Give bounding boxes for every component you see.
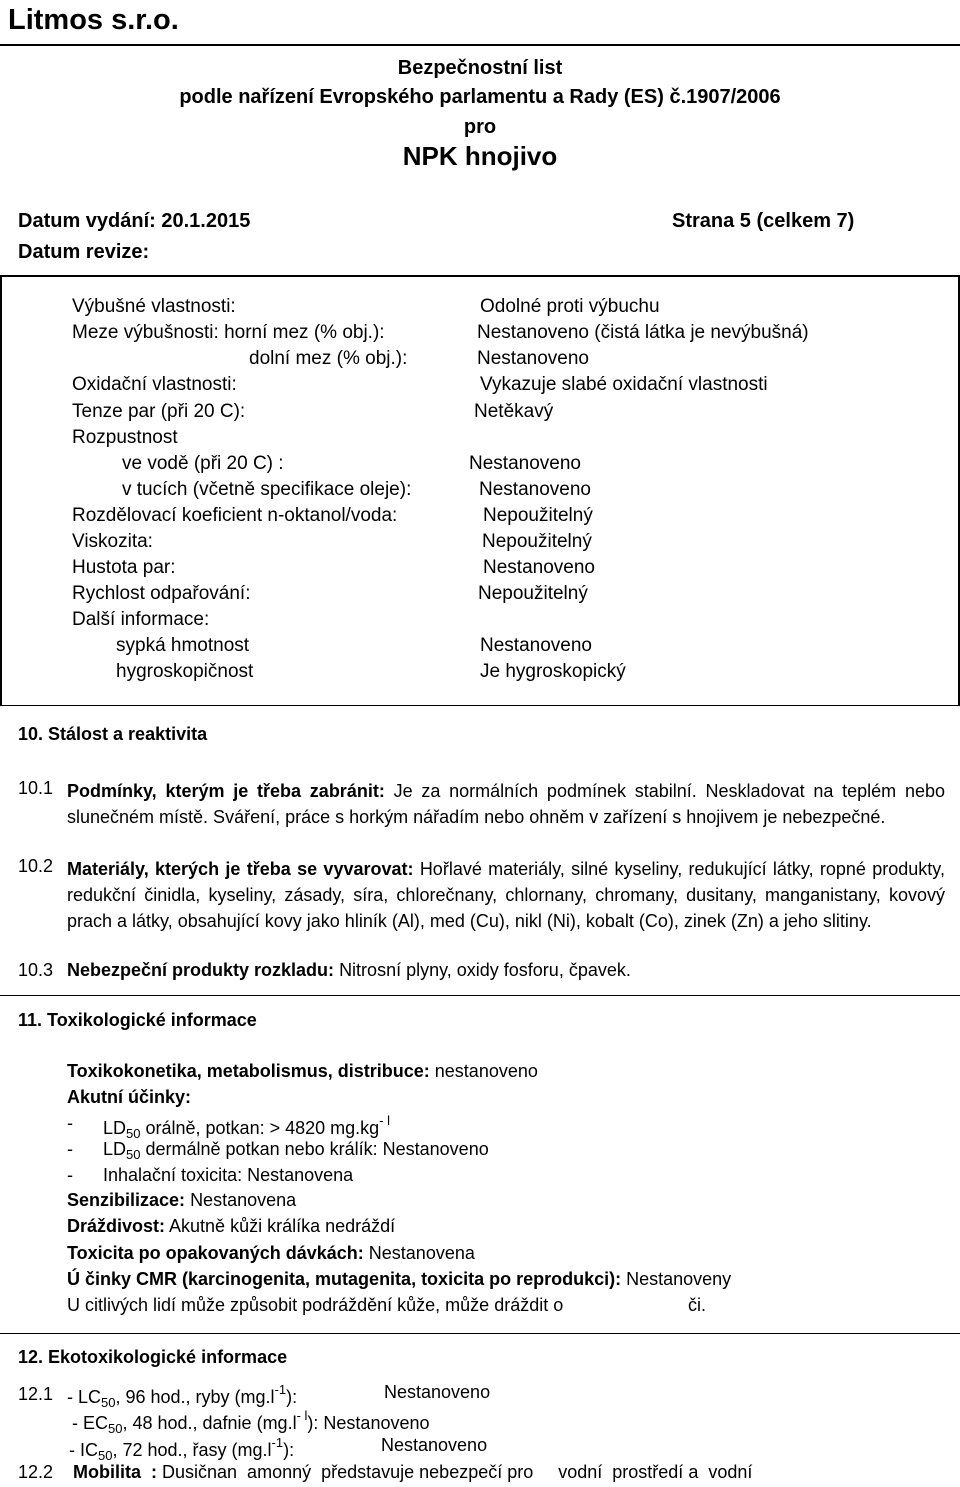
- item-number: 12.1: [18, 1384, 54, 1404]
- prop-value: Nepoužitelný: [483, 505, 593, 526]
- prop-label: Tenze par (při 20 C):: [72, 401, 246, 422]
- document-title: Bezpečnostní list: [397, 57, 563, 79]
- section-10-heading: 10. Stálost a reaktivita: [18, 724, 208, 744]
- product-name: NPK hnojivo: [402, 141, 558, 171]
- ld-subscript: 50: [126, 1126, 141, 1141]
- field-label: Toxikokonetika, metabolismus, distribuce:: [67, 1061, 430, 1081]
- prop-value: Odolné proti výbuchu: [480, 296, 660, 317]
- item-number: 10.2: [18, 856, 54, 876]
- prop-label: dolní mez (% obj.):: [249, 348, 408, 369]
- ec-end: ): Nestanoveno: [307, 1413, 430, 1433]
- prop-value: Nepoužitelný: [478, 583, 588, 604]
- prop-value: Nepoužitelný: [482, 531, 592, 552]
- field-value: Akutně kůži králíka nedráždí: [169, 1216, 396, 1236]
- lc-end: ):: [286, 1387, 298, 1407]
- prop-label: Hustota par:: [72, 557, 176, 578]
- prop-value: Vykazuje slabé oxidační vlastnosti: [480, 374, 768, 395]
- prop-label: v tucích (včetně specifikace oleje):: [122, 479, 412, 500]
- item-label: Materiály, kterých je třeba se vyvarovat:: [67, 859, 414, 879]
- item-label: Podmínky, kterým je třeba zabránit:: [67, 781, 385, 801]
- header-divider-top: [0, 44, 960, 46]
- lc50-fish: [67, 1382, 297, 1410]
- box-left-border: [0, 275, 2, 706]
- field-label: Mobilita :: [73, 1462, 157, 1482]
- field-label: Senzibilizace:: [67, 1190, 186, 1210]
- ec-prefix: - EC: [72, 1413, 108, 1433]
- lc-text: , 96 hod., ryby (mg.l: [115, 1387, 275, 1407]
- field-label: Toxicita po opakovaných dávkách:: [67, 1243, 364, 1263]
- lc-prefix: - LC: [67, 1387, 102, 1407]
- item-text: Je za normálních podmínek stabilní. Neskladovat na teplém nebo slunečném místě. Sváření, práce s horkým nářadím nebo ohněm v zařízení s hnojivem je nebezpečné.: [67, 781, 945, 827]
- ec50-daphnia: [72, 1408, 430, 1436]
- field-label: Ú činky CMR (karcinogenita, mutagenita, toxicita po reprodukci):: [67, 1269, 622, 1289]
- dash: -: [67, 1165, 73, 1185]
- section-11-heading: 11. Toxikologické informace: [18, 1010, 257, 1030]
- prop-value: Je hygroskopický: [480, 661, 626, 682]
- ld-superscript: - l: [379, 1113, 391, 1128]
- inhalation-toxicity: Inhalační toxicita: Nestanovena: [103, 1165, 354, 1185]
- issue-date: Datum vydání: 20.1.2015: [18, 210, 251, 232]
- prop-label: sypká hmotnost: [116, 635, 250, 656]
- dash: -: [67, 1113, 73, 1133]
- field-value: Dusičnan amonný představuje nebezpečí pro vodní prostředí a vodní: [162, 1462, 753, 1482]
- ic-end: ):: [283, 1440, 295, 1460]
- prop-value: Nestanoveno: [479, 479, 591, 500]
- prop-value: Nestanoveno: [483, 557, 595, 578]
- prop-label: Další informace:: [72, 609, 210, 630]
- item-text: Hořlavé materiály, silné kyseliny, redukující látky, ropné produkty, redukční činidla, kyseliny, zásady, síra, chlorečnany, chlornany, chromany, dusitany, manganistany, kovový prach a látky, obsahující kovy jako hliník (Al), med (Cu), nikl (Ni), kobalt (Co), zinek (Zn) a jeho slitiny.: [67, 859, 945, 931]
- akutni-ucinky-label: Akutní účinky:: [67, 1087, 192, 1107]
- ld-text: orálně, potkan: > 4820 mg.kg: [145, 1118, 380, 1138]
- section-10-1: [67, 778, 945, 830]
- item-number: 12.2: [18, 1462, 54, 1482]
- cmr-effects: [67, 1269, 731, 1290]
- ld-subscript: 50: [126, 1147, 141, 1162]
- ec-text: , 48 hod., dafnie (mg.l: [122, 1413, 297, 1433]
- company-name: Litmos s.r.o.: [8, 4, 179, 36]
- lc-subscript: 50: [101, 1395, 116, 1410]
- sensitive-persons-end: či.: [688, 1295, 706, 1315]
- opakovane-davky: [67, 1243, 475, 1264]
- ld50-oral: [103, 1113, 390, 1141]
- drazdivost: [67, 1216, 395, 1237]
- prop-label: hygroskopičnost: [116, 661, 254, 682]
- revision-date: Datum revize:: [18, 241, 150, 263]
- field-value: Nestanovena: [190, 1190, 297, 1210]
- title-pro: pro: [463, 116, 497, 138]
- prop-label: Rozdělovací koeficient n-oktanol/voda:: [72, 505, 398, 526]
- prop-value: Nestanoveno: [477, 348, 589, 369]
- ic-superscript: -1: [271, 1435, 284, 1450]
- page-number: Strana 5 (celkem 7): [672, 210, 855, 232]
- prop-value: Nestanoveno (čistá látka je nevýbušná): [477, 322, 809, 343]
- section-10-3: [67, 960, 631, 981]
- section-divider: [0, 995, 960, 996]
- prop-label: Výbušné vlastnosti:: [72, 296, 236, 317]
- header-divider-bottom: [0, 275, 960, 277]
- ic50-algae: [69, 1435, 294, 1463]
- ec-superscript: - l: [296, 1408, 308, 1423]
- box-bottom-border: [0, 705, 960, 706]
- prop-label: ve vodě (při 20 C) :: [122, 453, 284, 474]
- ec-subscript: 50: [108, 1421, 123, 1436]
- senzibilizace: [67, 1190, 296, 1211]
- field-value: nestanoveno: [434, 1061, 538, 1081]
- item-label: Nebezpeční produkty rozkladu:: [67, 960, 335, 980]
- prop-label: Rozpustnost: [72, 427, 178, 448]
- prop-label: Oxidační vlastnosti:: [72, 374, 237, 395]
- dash: -: [67, 1139, 73, 1159]
- lc50-value: Nestanoveno: [384, 1382, 491, 1402]
- ic-prefix: - IC: [69, 1440, 98, 1460]
- prop-value: Netěkavý: [474, 401, 554, 422]
- field-label: Dráždivost:: [67, 1216, 166, 1236]
- field-value: Nestanoveny: [626, 1269, 732, 1289]
- sensitive-persons: U citlivých lidí může způsobit podráždění kůže, může dráždit o: [67, 1295, 564, 1315]
- item-text: Nitrosní plyny, oxidy fosforu, čpavek.: [339, 960, 631, 980]
- prop-value: Nestanoveno: [469, 453, 581, 474]
- toxikokinetika: [67, 1061, 538, 1082]
- prop-value: Nestanoveno: [480, 635, 592, 656]
- ic-subscript: 50: [98, 1448, 113, 1463]
- regulation-reference: podle nařízení Evropského parlamentu a Rady (ES) č.1907/2006: [179, 86, 781, 108]
- prop-label: Viskozita:: [72, 531, 153, 552]
- ld-prefix: LD: [103, 1118, 127, 1138]
- ic-text: , 72 hod., řasy (mg.l: [112, 1440, 272, 1460]
- field-value: Nestanovena: [368, 1243, 475, 1263]
- section-12-heading: 12. Ekotoxikologické informace: [18, 1347, 288, 1367]
- prop-label: Rychlost odpařování:: [72, 583, 251, 604]
- lc-superscript: -1: [274, 1382, 287, 1397]
- mobility: [73, 1462, 752, 1483]
- ld50-dermal: [103, 1139, 489, 1162]
- section-10-2: [67, 856, 945, 934]
- prop-label: Meze výbušnosti: horní mez (% obj.):: [72, 322, 385, 343]
- item-number: 10.3: [18, 960, 54, 980]
- section-divider: [0, 1333, 960, 1334]
- item-number: 10.1: [18, 778, 54, 798]
- ld-text: dermálně potkan nebo králík: Nestanoveno: [145, 1139, 489, 1159]
- ic50-value: Nestanoveno: [381, 1435, 488, 1455]
- ld-prefix: LD: [103, 1139, 127, 1159]
